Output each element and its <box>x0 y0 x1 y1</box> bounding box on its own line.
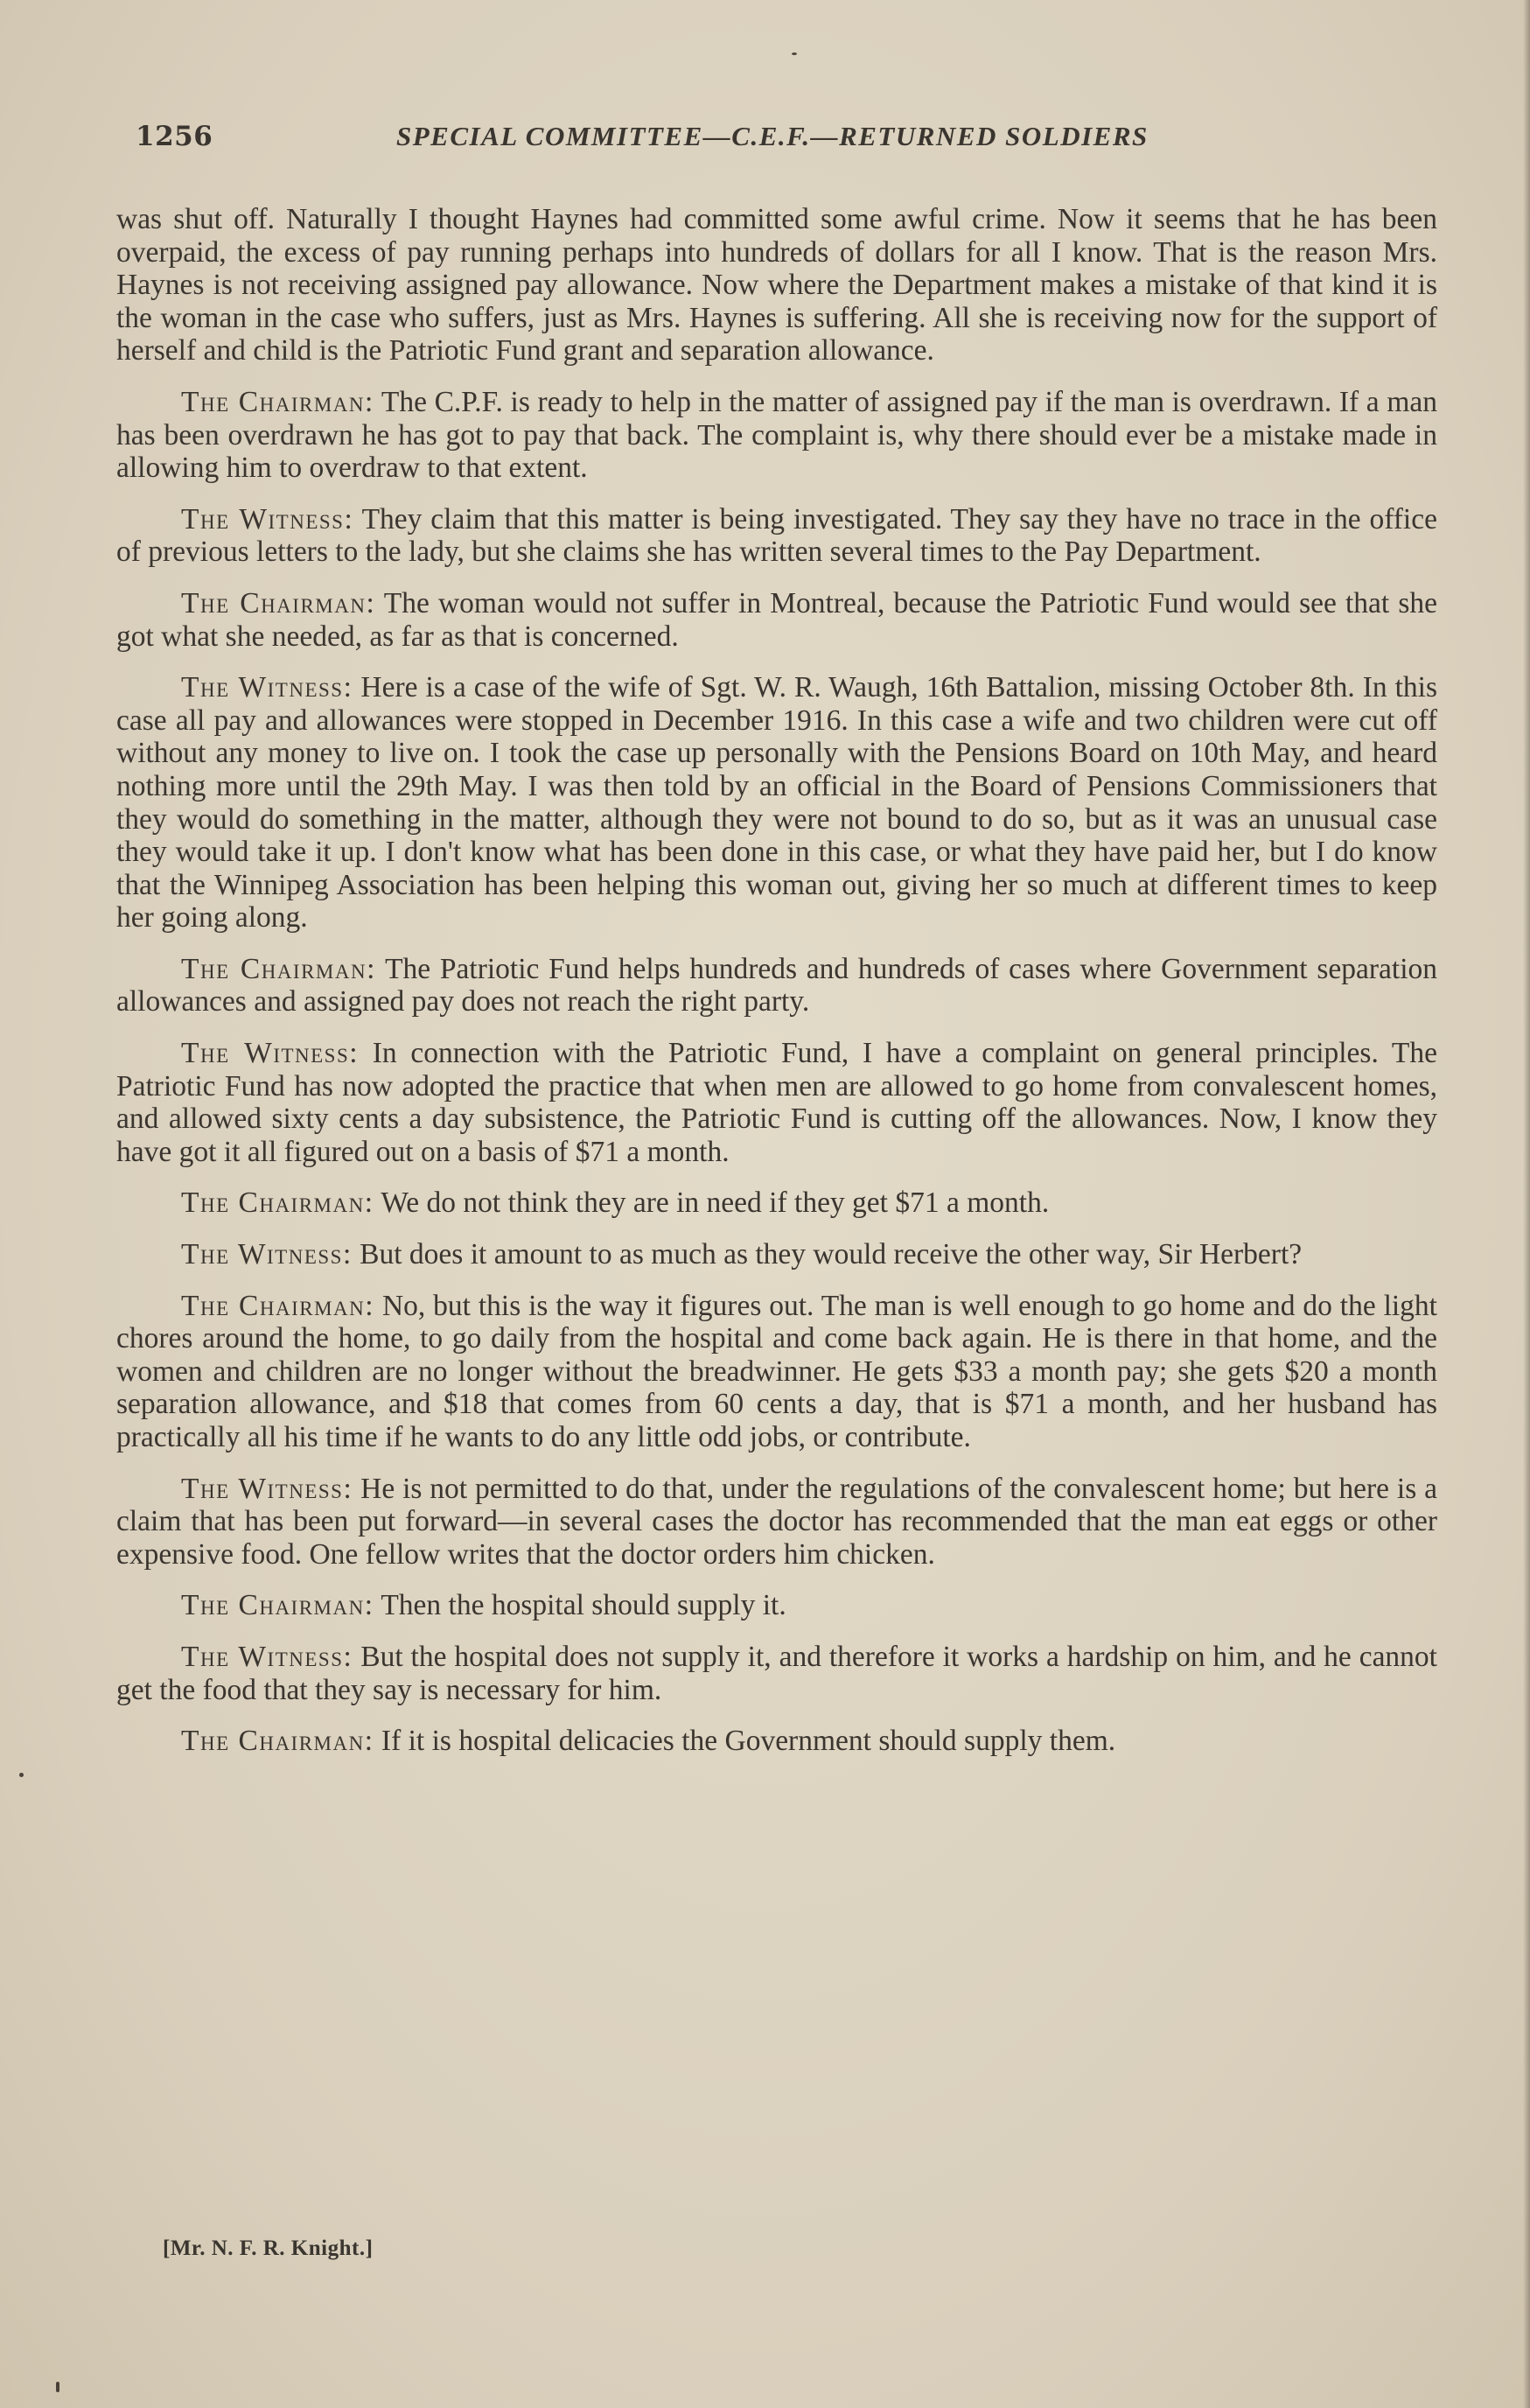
paragraph-text: The C.P.F. is ready to help in the matter of assigned pay if the man is overdrawn. If a man has been overdrawn he has got to pay that back. The complaint is, why there should ever be a mistake made in allowing him to overdraw to that extent. <box>116 385 1437 485</box>
footer-note: [Mr. N. F. R. Knight.] <box>163 2236 374 2260</box>
paragraph <box>116 1238 1437 1271</box>
speaker-label: The Witness: <box>181 671 353 704</box>
speaker-label: The Witness: <box>181 1037 360 1070</box>
paragraph <box>116 1725 1437 1758</box>
paragraph <box>116 1037 1437 1168</box>
paragraph <box>116 671 1437 934</box>
speaker-label: The Chairman: <box>181 1589 374 1622</box>
speaker-label: The Chairman: <box>181 952 376 985</box>
paragraph <box>116 1589 1437 1622</box>
paper-speck <box>792 52 797 55</box>
paragraph <box>116 587 1437 653</box>
speaker-label: The Chairman: <box>181 586 376 620</box>
paragraph <box>116 1473 1437 1572</box>
paragraph <box>116 1641 1437 1706</box>
speaker-label: The Witness: <box>181 502 354 536</box>
paragraph-text: He is not permitted to do that, under the regulations of the convalescent home; but here is a claim that has been put forward—in several cases the doctor has recommended that the man eat eggs or other expensive food. One fellow writes that the doctor orders him chicken. <box>116 1472 1437 1571</box>
paragraph <box>116 953 1437 1018</box>
speaker-label: The Chairman: <box>181 385 374 418</box>
paragraph-text: We do not think they are in need if they get $71 a month. <box>381 1186 1050 1220</box>
paragraph-text: But does it amount to as much as they would receive the other way, Sir Herbert? <box>360 1238 1303 1271</box>
speaker-label: The Chairman: <box>181 1289 375 1322</box>
paragraph-text: was shut off. Naturally I thought Haynes had committed some awful crime. Now it seems that he has been overpaid, the excess of pay running perhaps into hundreds of dollars for all I know. That is the reason Mrs. Haynes is not receiving assigned pay allowance. Now where the Department makes a mistake of that kind it is the woman in the case who suffers, just as Mrs. Haynes is suffering. All she is receiving now for the support of herself and child is the Patriotic Fund grant and separation allowance. <box>116 203 1437 368</box>
transcript-body <box>116 203 1437 1776</box>
paper-speck <box>19 1773 24 1777</box>
speaker-label: The Witness: <box>181 1238 353 1271</box>
running-head: SPECIAL COMMITTEE—C.E.F.—RETURNED SOLDIERS <box>396 121 1149 151</box>
paragraph-text: No, but this is the way it figures out. The man is well enough to go home and do the light chores around the home, to go daily from the hospital and come back again. He is there in that home, and the women and children are no longer without the breadwinner. He gets $33 a month pay; she gets $20 a month separation allowance, and $18 that comes from 60 cents a day, that is $71 a month, and her husband has practically all his time if he wants to do any little odd jobs, or contribute. <box>116 1289 1437 1453</box>
paragraph <box>116 386 1437 485</box>
paragraph-text: They claim that this matter is being investigated. They say they have no trace in the office of previous letters to the lady, but she claims she has written several times to the Pay Department. <box>116 502 1437 569</box>
paragraph-text: Here is a case of the wife of Sgt. W. R. Waugh, 16th Battalion, missing October 8th. In this case all pay and allowances were stopped in December 1916. In this case a wife and two children were cut off without any money to live on. I took the case up personally with the Pensions Board on 10th May, and heard nothing more until the 29th May. I was then told by an official in the Board of Pensions Commissioners that they would do something in the matter, although they were not bound to do so, but as it was an unusual case they would take it up. I don't know what has been done in this case, or what they have paid her, but I do know that the Winnipeg Association has been helping this woman out, giving her so much at different times to keep her going along. <box>116 671 1438 934</box>
page-header <box>136 114 1242 166</box>
speaker-label: The Chairman: <box>181 1725 374 1758</box>
paragraph-text: In connection with the Patriotic Fund, I have a complaint on general principles. The Patriotic Fund has now adopted the practice that when men are allowed to go home from convalescent homes, and allowed sixty cents a day subsistence, the Patriotic Fund is cutting off the allowances. Now, I know they have got it all figured out on a basis of $71 a month. <box>116 1037 1437 1168</box>
paragraph <box>116 203 1437 368</box>
speaker-label: The Witness: <box>181 1472 353 1505</box>
paper-speck <box>56 2382 59 2392</box>
paragraph-text: If it is hospital delicacies the Government should supply them. <box>381 1725 1116 1758</box>
paragraph <box>116 1290 1437 1454</box>
speaker-label: The Chairman: <box>181 1186 374 1220</box>
paragraph <box>116 503 1437 569</box>
paragraph-text: The woman would not suffer in Montreal, because the Patriotic Fund would see that she got what she needed, as far as that is concerned. <box>116 586 1437 653</box>
paragraph-text: But the hospital does not supply it, and therefore it works a hardship on him, and he cannot get the food that they say is necessary for him. <box>116 1640 1437 1706</box>
page-number: 1256 <box>136 121 213 152</box>
paragraph-text: Then the hospital should supply it. <box>381 1589 786 1622</box>
paragraph <box>116 1186 1437 1220</box>
paragraph-text: The Patriotic Fund helps hundreds and hundreds of cases where Government separation allowances and assigned pay does not reach the right party. <box>116 952 1437 1018</box>
speaker-label: The Witness: <box>181 1640 353 1673</box>
page-edge-shadow <box>1523 0 1530 2408</box>
